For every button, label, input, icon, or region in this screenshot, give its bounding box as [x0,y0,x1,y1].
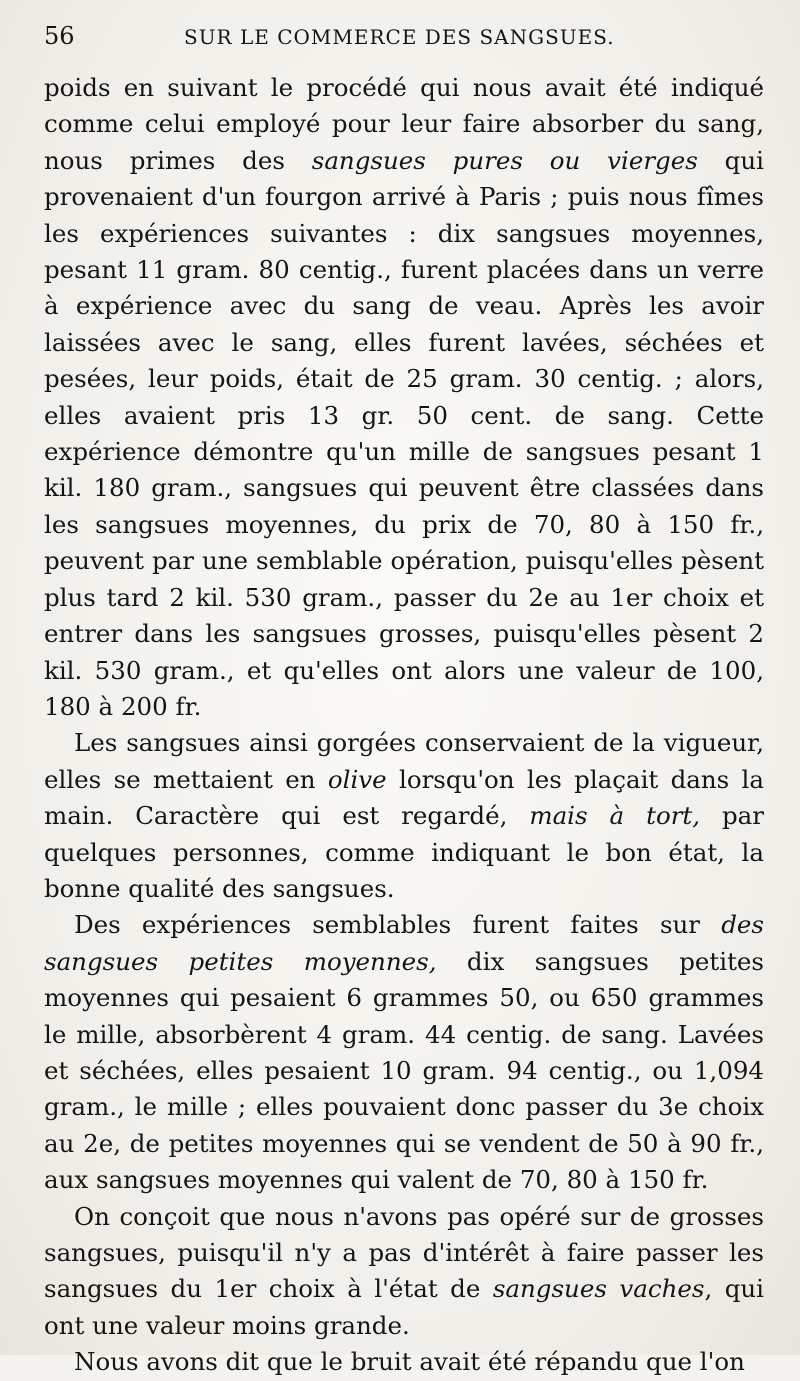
text-run: qui provenaient d'un fourgon arrivé à Paris ; puis nous fîmes les expériences suivantes : dix sangsues moyennes, pesant 11 gram. 80 centig., furent placées dans un verre à expérience avec du sang de veau. Après les avoir laissées avec le sang, elles furent lavées, séchées et pesées, leur poids, était de 25 gram. 30 centig. ; alors, elles avaient pris 13 gr. 50 cent. de sang. Cette expérience démontre qu'un mille de sangsues pesant 1 kil. 180 gram., sangsues qui peuvent être classées dans les sangsues moyennes, du prix de 70, 80 à 150 fr., peuvent par une semblable opération, puisqu'elles pèsent plus tard 2 kil. 530 gram., passer du 2e au 1er choix et entrer dans les sangsues grosses, puisqu'elles pèsent 2 kil. 530 gram., et qu'elles ont alors une valeur de 100, 180 à 200 fr. [44,145,764,721]
text-run: dix sangsues petites moyennes qui pesaient 6 grammes 50, ou 650 grammes le mille, absorbèrent 4 gram. 44 centig. de sang. Lavées et séchées, elles pesaient 10 gram. 94 centig., ou 1,094 gram., le mille ; elles pouvaient donc passer du 3e choix au 2e, de petites moyennes qui se vendent de 50 à 90 fr., aux sangsues moyennes qui valent de 70, 80 à 150 fr. [44,946,764,1195]
running-head: SUR LE COMMERCE DES SANGSUES. [184,25,615,49]
text-run: Nous avons dit que le bruit avait été répandu que l'on [74,1347,745,1377]
page-header [44,22,764,70]
paragraph-5 [44,1344,764,1380]
text-run: On conçoit que nous n'avons pas opéré sur de grosses sangsues, puisqu'il n'y a pas d'intérêt à faire passer les sangsues du 1er choix à l'état de [44,1201,764,1304]
italic-text: mais à tort, [529,801,701,831]
text-run: Les sangsues ainsi gorgées conservaient de la vigueur, elles se mettaient en [44,728,764,794]
body-text [44,70,764,1381]
italic-text: olive [327,764,387,794]
text-run: , qui ont une valeur moins grande. [44,1274,765,1340]
italic-text: sangsues pures ou vierges [311,145,698,175]
italic-text: des sangsues petites moyennes, [44,910,764,976]
paragraph-1 [44,70,764,725]
text-run: Des expériences semblables furent faites sur [74,910,722,940]
paragraph-2 [44,725,764,907]
paragraph-3 [44,907,764,1198]
page-number: 56 [44,22,75,50]
text-run: poids en suivant le procédé qui nous avait été indiqué comme celui employé pour leur faire absorber du sang, nous primes des [44,73,764,175]
paragraph-4 [44,1199,764,1345]
text-run: lorsqu'on les plaçait dans la main. Caractère qui est regardé, [44,764,765,831]
italic-text: sangsues vaches [492,1274,705,1304]
text-run: par quelques personnes, comme indiquant le bon état, la bonne qualité des sangsues. [44,801,764,903]
